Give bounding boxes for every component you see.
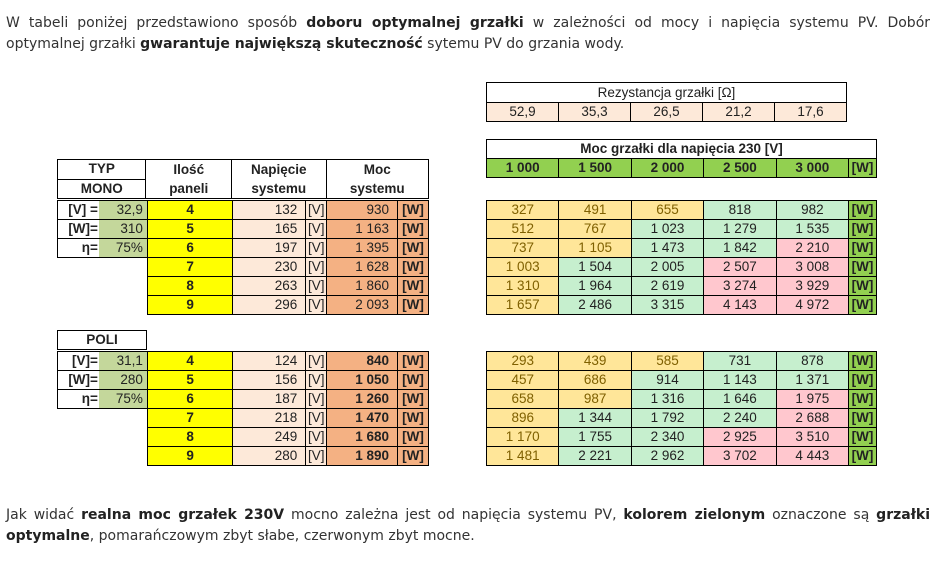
system-power: 2 093: [327, 296, 398, 315]
power-unit: [W]: [397, 390, 428, 409]
panels-count: 8: [147, 428, 233, 447]
voltage-unit: [V]: [306, 390, 327, 409]
heater-power-unit: [W]: [849, 409, 877, 428]
param-value: 310: [99, 220, 147, 239]
heater-power-cell: 2 925: [704, 428, 776, 447]
heater-power-cell: 2 962: [631, 447, 703, 466]
system-power: 840: [327, 352, 398, 371]
heater-power-cell: 1 371: [776, 371, 848, 390]
system-voltage: 124: [233, 352, 306, 371]
heater-power-cell: 1 975: [776, 390, 848, 409]
heater-power-cell: 491: [559, 201, 631, 220]
heater-power-cell: 767: [559, 220, 631, 239]
heater-power-cell: 585: [631, 352, 703, 371]
param-label: η=: [58, 390, 99, 409]
heater-power-cell: 4 443: [776, 447, 848, 466]
intro-text-3: sytemu PV do grzania wody.: [422, 36, 625, 52]
empty-cell: [58, 428, 148, 447]
heater-power-cell: 2 619: [631, 277, 703, 296]
table-row: [487, 296, 877, 315]
heater-power-cell: 4 972: [776, 296, 848, 315]
intro-text-2: w zależności od mocy i napięcia systemu PV. Dobór optymalnej grzałki: [6, 15, 931, 52]
power-unit: [W]: [397, 277, 428, 296]
panels-header-line1: Ilość: [173, 162, 205, 177]
table-row: [58, 258, 429, 277]
outro-bold-1: realna moc grzałek 230V: [81, 507, 285, 523]
empty-cell: [58, 409, 148, 428]
power-unit: [W]: [397, 352, 428, 371]
outro-text-2: mocno zależna jest od napięcia systemu PV,: [284, 507, 624, 523]
heater-power-cell: 2 221: [559, 447, 631, 466]
heater-power-cell: 2 210: [776, 239, 848, 258]
table-row: [58, 447, 429, 466]
heater-power-cell: 1 316: [631, 390, 703, 409]
heater-power-cell: 512: [487, 220, 559, 239]
panels-count: 8: [147, 277, 233, 296]
param-value: 31,1: [99, 352, 147, 371]
mono-label: MONO: [58, 179, 146, 199]
panels-count: 6: [147, 390, 233, 409]
empty-cell: [58, 258, 148, 277]
param-label: [W]=: [58, 220, 99, 239]
typ-label: TYP: [58, 160, 146, 180]
heater-power-cell: 3 315: [631, 296, 703, 315]
heater-power-unit: [W]: [849, 239, 877, 258]
power-unit: [W]: [397, 428, 428, 447]
param-label: [W]=: [58, 371, 99, 390]
voltage-unit: [V]: [306, 409, 327, 428]
heater-power-cell: 878: [776, 352, 848, 371]
panels-header-line2: paneli: [169, 181, 209, 196]
heater-power-unit: [W]: [849, 220, 877, 239]
table-row: [58, 352, 429, 371]
power-header-unit: [W]: [849, 159, 877, 178]
resistance-table: [486, 82, 847, 122]
table-row: [487, 220, 877, 239]
system-power: 1 680: [327, 428, 398, 447]
panels-count: 4: [147, 352, 233, 371]
heater-power-cell: 439: [559, 352, 631, 371]
left-header-table: [57, 159, 429, 199]
heater-power-cell: 1 170: [487, 428, 559, 447]
heater-power-cell: 293: [487, 352, 559, 371]
outro-bold-2: kolorem zielonym: [623, 507, 766, 523]
resistance-title: Rezystancja grzałki [Ω]: [487, 83, 847, 103]
outro-paragraph: [6, 505, 930, 547]
table-row: [487, 390, 877, 409]
voltage-unit: [V]: [306, 239, 327, 258]
heater-power-cell: 2 240: [704, 409, 776, 428]
panels-count: 9: [147, 296, 233, 315]
voltage-unit: [V]: [306, 201, 327, 220]
table-row: [58, 201, 429, 220]
resistance-value: 21,2: [703, 103, 775, 122]
heater-power-cell: 457: [487, 371, 559, 390]
voltage-unit: [V]: [306, 447, 327, 466]
heater-power-unit: [W]: [849, 258, 877, 277]
table-row: [487, 201, 877, 220]
power-header-value: 3 000: [776, 159, 848, 178]
system-power: 1 860: [327, 277, 398, 296]
system-voltage: 165: [233, 220, 306, 239]
system-power: 1 890: [327, 447, 398, 466]
poli-title-table: [57, 330, 147, 350]
heater-power-cell: 3 510: [776, 428, 848, 447]
voltage-unit: [V]: [306, 258, 327, 277]
system-voltage: 132: [233, 201, 306, 220]
param-value: 75%: [99, 239, 147, 258]
heater-power-cell: 4 143: [704, 296, 776, 315]
power-unit: [W]: [397, 220, 428, 239]
table-row: [58, 220, 429, 239]
heater-power-cell: 1 657: [487, 296, 559, 315]
panels-count: 7: [147, 409, 233, 428]
param-value: 32,9: [99, 201, 147, 220]
panels-count: 5: [147, 371, 233, 390]
intro-bold-2: gwarantuje największą skuteczność: [140, 36, 423, 52]
param-label: η=: [58, 239, 99, 258]
system-voltage: 187: [233, 390, 306, 409]
heater-power-unit: [W]: [849, 296, 877, 315]
heater-power-cell: 1 105: [559, 239, 631, 258]
heater-power-cell: 655: [631, 201, 703, 220]
heater-power-cell: 3 274: [704, 277, 776, 296]
power-header-line2: systemu: [349, 181, 405, 196]
heater-power-cell: 731: [704, 352, 776, 371]
heater-power-cell: 2 340: [631, 428, 703, 447]
mono-power-table: [486, 200, 877, 315]
heater-power-cell: 3 929: [776, 277, 848, 296]
table-row: [58, 428, 429, 447]
power-unit: [W]: [397, 201, 428, 220]
table-row: [58, 277, 429, 296]
system-voltage: 263: [233, 277, 306, 296]
heater-power-cell: 1 755: [559, 428, 631, 447]
heater-power-cell: 1 842: [704, 239, 776, 258]
voltage-header-line2: systemu: [251, 181, 307, 196]
heater-power-cell: 987: [559, 390, 631, 409]
heater-power-unit: [W]: [849, 201, 877, 220]
heater-power-cell: 914: [631, 371, 703, 390]
power-system-header: [326, 160, 429, 199]
power-header-value: 2 500: [704, 159, 776, 178]
heater-power-cell: 1 279: [704, 220, 776, 239]
heater-power-cell: 1 023: [631, 220, 703, 239]
voltage-unit: [V]: [306, 296, 327, 315]
heater-power-cell: 1 473: [631, 239, 703, 258]
system-voltage: 230: [233, 258, 306, 277]
table-row: [58, 371, 429, 390]
heater-power-cell: 1 344: [559, 409, 631, 428]
empty-cell: [58, 277, 148, 296]
heater-power-cell: 2 688: [776, 409, 848, 428]
system-voltage: 156: [233, 371, 306, 390]
voltage-unit: [V]: [306, 428, 327, 447]
empty-cell: [58, 296, 148, 315]
heater-power-cell: 327: [487, 201, 559, 220]
heater-power-cell: 1 143: [704, 371, 776, 390]
resistance-value: 52,9: [487, 103, 559, 122]
heater-power-cell: 1 792: [631, 409, 703, 428]
heater-power-unit: [W]: [849, 352, 877, 371]
table-row: [487, 428, 877, 447]
panels-count: 9: [147, 447, 233, 466]
table-row: [487, 352, 877, 371]
table-row: [58, 409, 429, 428]
power-unit: [W]: [397, 296, 428, 315]
voltage-unit: [V]: [306, 220, 327, 239]
poli-label: POLI: [58, 331, 147, 350]
power-header-title: Moc grzałki dla napięcia 230 [V]: [487, 140, 877, 159]
system-voltage: 218: [233, 409, 306, 428]
poli-power-table: [486, 351, 877, 466]
heater-power-cell: 1 535: [776, 220, 848, 239]
heater-power-cell: 1 003: [487, 258, 559, 277]
param-value: 75%: [99, 390, 147, 409]
power-unit: [W]: [397, 447, 428, 466]
outro-bold-3: grzałki optymalne: [6, 507, 930, 544]
heater-power-cell: 2 486: [559, 296, 631, 315]
system-power: 930: [327, 201, 398, 220]
heater-power-cell: 658: [487, 390, 559, 409]
heater-power-cell: 737: [487, 239, 559, 258]
power-unit: [W]: [397, 409, 428, 428]
heater-power-cell: 1 310: [487, 277, 559, 296]
param-value: 280: [99, 371, 147, 390]
system-voltage: 197: [233, 239, 306, 258]
system-voltage: 249: [233, 428, 306, 447]
voltage-unit: [V]: [306, 277, 327, 296]
panels-count: 7: [147, 258, 233, 277]
system-power: 1 470: [327, 409, 398, 428]
power-header-table: [486, 139, 877, 178]
table-row: [58, 239, 429, 258]
power-header-value: 1 000: [487, 159, 559, 178]
intro-bold-1: doboru optymalnej grzałki: [306, 15, 524, 31]
power-header-line1: Moc: [363, 162, 391, 177]
intro-text-1: W tabeli poniżej przedstawiono sposób: [6, 15, 307, 31]
heater-power-unit: [W]: [849, 428, 877, 447]
voltage-unit: [V]: [306, 352, 327, 371]
power-header-value: 1 500: [559, 159, 631, 178]
power-unit: [W]: [397, 239, 428, 258]
heater-power-cell: 1 504: [559, 258, 631, 277]
power-unit: [W]: [397, 258, 428, 277]
system-voltage: 296: [233, 296, 306, 315]
system-power: 1 260: [327, 390, 398, 409]
heater-power-cell: 2 507: [704, 258, 776, 277]
system-power: 1 395: [327, 239, 398, 258]
empty-cell: [58, 447, 148, 466]
table-row: [487, 277, 877, 296]
voltage-header-line1: Napięcie: [250, 162, 307, 177]
table-row: [487, 239, 877, 258]
param-label: [V] =: [58, 201, 99, 220]
voltage-unit: [V]: [306, 371, 327, 390]
intro-paragraph: [6, 13, 930, 55]
heater-power-cell: 982: [776, 201, 848, 220]
heater-power-unit: [W]: [849, 447, 877, 466]
resistance-value: 26,5: [631, 103, 703, 122]
outro-text-3: oznaczone są: [765, 507, 877, 523]
heater-power-cell: 1 646: [704, 390, 776, 409]
resistance-value: 35,3: [559, 103, 631, 122]
system-power: 1 050: [327, 371, 398, 390]
voltage-header: [231, 160, 326, 199]
system-voltage: 280: [233, 447, 306, 466]
heater-power-cell: 686: [559, 371, 631, 390]
table-row: [487, 258, 877, 277]
power-header-value: 2 000: [631, 159, 703, 178]
heater-power-unit: [W]: [849, 277, 877, 296]
power-unit: [W]: [397, 371, 428, 390]
heater-power-cell: 1 964: [559, 277, 631, 296]
system-power: 1 163: [327, 220, 398, 239]
heater-power-cell: 818: [704, 201, 776, 220]
heater-power-cell: 2 005: [631, 258, 703, 277]
panels-count: 4: [147, 201, 233, 220]
heater-power-cell: 3 702: [704, 447, 776, 466]
heater-power-cell: 1 481: [487, 447, 559, 466]
table-row: [487, 371, 877, 390]
heater-power-cell: 3 008: [776, 258, 848, 277]
table-row: [58, 296, 429, 315]
panels-header: [146, 160, 231, 199]
poli-left-table: [57, 351, 429, 466]
table-row: [487, 447, 877, 466]
mono-left-table: [57, 200, 429, 315]
param-label: [V]=: [58, 352, 99, 371]
outro-text-1: Jak widać: [6, 507, 82, 523]
heater-power-unit: [W]: [849, 371, 877, 390]
resistance-value: 17,6: [775, 103, 847, 122]
heater-power-unit: [W]: [849, 390, 877, 409]
table-row: [487, 409, 877, 428]
heater-power-cell: 896: [487, 409, 559, 428]
outro-text-4: , pomarańczowym zbyt słabe, czerwonym zbyt mocne.: [89, 528, 475, 544]
system-power: 1 628: [327, 258, 398, 277]
table-row: [58, 390, 429, 409]
panels-count: 5: [147, 220, 233, 239]
panels-count: 6: [147, 239, 233, 258]
